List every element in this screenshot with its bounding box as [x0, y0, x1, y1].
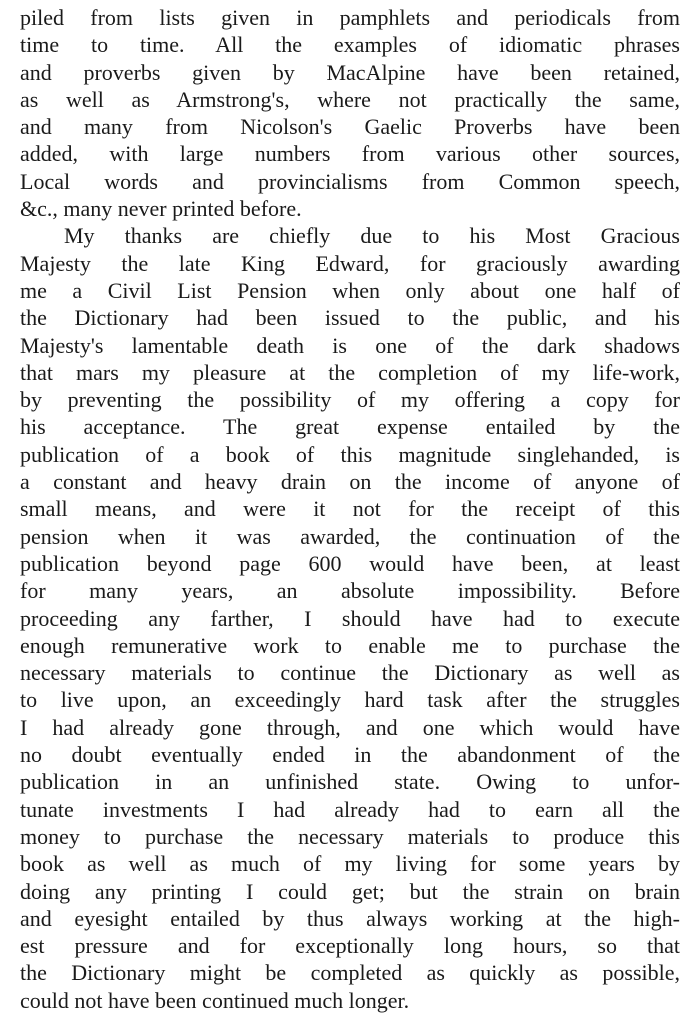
text-line: &c., many never printed before. — [20, 196, 302, 222]
text-line: and many from Nicolson's Gaelic Proverbs have been — [20, 114, 680, 140]
text-line: and proverbs given by MacAlpine have been retained, — [20, 59, 680, 85]
text-line: a constant and heavy drain on the income of anyone of — [20, 469, 680, 495]
text-line: publication in an unfinished state. Owing to unfor- — [20, 769, 680, 795]
text-line: proceeding any farther, I should have had to execute — [20, 605, 680, 631]
text-line: could not have been continued much longer. — [20, 987, 410, 1013]
text-line: me a Civil List Pension when only about one half of — [20, 277, 680, 303]
text-line: Majesty's lamentable death is one of the dark shadows — [20, 332, 680, 358]
text-line: to live upon, an exceedingly hard task after the struggles — [20, 687, 680, 713]
text-line: and eyesight entailed by thus always working at the high- — [20, 905, 680, 931]
text-line: book as well as much of my living for some years by — [20, 851, 680, 877]
text-line: added, with large numbers from various other sources, — [20, 141, 680, 167]
text-line: Majesty the late King Edward, for graciously awarding — [20, 250, 680, 276]
text-line: by preventing the possibility of my offering a copy for — [20, 387, 680, 413]
text-line: tunate investments I had already had to earn all the — [20, 796, 680, 822]
paragraph-1 — [20, 4, 680, 222]
text-line: pension when it was awarded, the continuation of the — [20, 523, 680, 549]
document-page — [20, 4, 680, 1014]
text-line: money to purchase the necessary materials to produce this — [20, 823, 680, 849]
text-line: the Dictionary had been issued to the public, and his — [20, 305, 680, 331]
text-line: publication beyond page 600 would have been, at least — [20, 550, 680, 576]
text-line: the Dictionary might be completed as quickly as possible, — [20, 960, 680, 986]
text-line: My thanks are chiefly due to his Most Gracious — [64, 223, 680, 249]
text-line: I had already gone through, and one which would have — [20, 714, 680, 740]
text-line: no doubt eventually ended in the abandonment of the — [20, 742, 680, 768]
text-line: enough remunerative work to enable me to purchase the — [20, 632, 680, 658]
text-line: est pressure and for exceptionally long hours, so that — [20, 933, 680, 959]
text-line: publication of a book of this magnitude singlehanded, is — [20, 441, 680, 467]
text-line: small means, and were it not for the receipt of this — [20, 496, 680, 522]
text-line: as well as Armstrong's, where not practically the same, — [20, 86, 680, 112]
text-line: doing any printing I could get; but the strain on brain — [20, 878, 680, 904]
text-line: his acceptance. The great expense entailed by the — [20, 414, 680, 440]
text-line: for many years, an absolute impossibility. Before — [20, 578, 680, 604]
text-line: Local words and provincialisms from Common speech, — [20, 168, 680, 194]
text-line: that mars my pleasure at the completion of my life-work, — [20, 359, 680, 385]
paragraph-2 — [20, 222, 680, 1014]
text-line: necessary materials to continue the Dictionary as well as — [20, 660, 680, 686]
text-line: piled from lists given in pamphlets and periodicals from — [20, 5, 680, 30]
text-line: time to time. All the examples of idiomatic phrases — [20, 32, 680, 58]
